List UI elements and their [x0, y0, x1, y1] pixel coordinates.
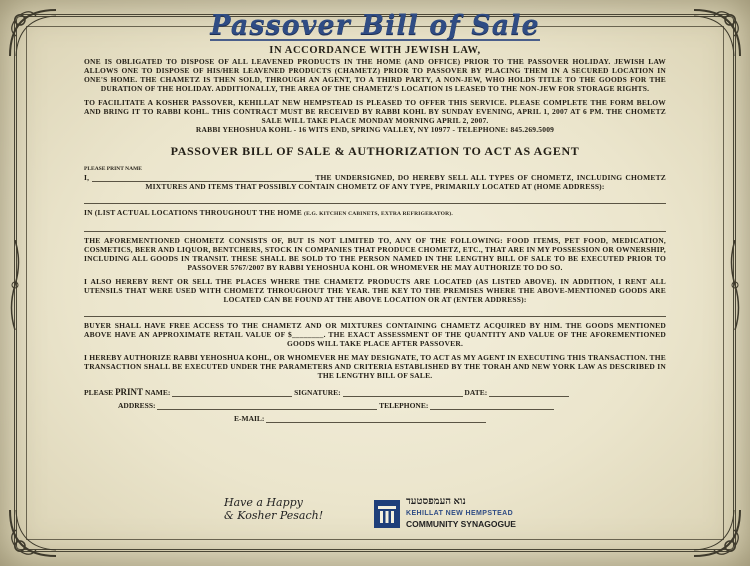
email-row: [84, 414, 666, 423]
intro-paragraph: ONE IS OBLIGATED TO DISPOSE OF ALL LEAVENED PRODUCTS IN THE HOME (AND OFFICE) PRIOR TO THE PASSOVER HOLIDAY. JEWISH LAW ALLOWS ONE TO DISPOSE OF HIS/HER LEAVENED PRODUCTS (CHAMETZ) PRIOR TO PASSOVER BY PLACING THEM IN A SECURED LOCATION IN ONE'S HOME. THE CHAMETZ IS THEN SOLD, THROUGH AN AGENT, TO A THIRD PARTY, A NON-JEW, WHO HOLDS TITLE TO THE GOODS FOR THE DURATION OF THE HOLIDAY. ADDITIONALLY, THE AREA OF THE CHAMETZ'S LOCATION IS LEASED TO THE NON-JEW FOR STORAGE RIGHTS.: [84, 57, 666, 93]
buyer-paragraph: BUYER SHALL HAVE FREE ACCESS TO THE CHAMETZ AND OR MIXTURES CONTAINING CHAMETZ ACQUIRED BY HIM. THE GOODS MENTIONED ABOVE HAVE AN APPROXIMATE RETAIL VALUE OF $________. THE EXACT ASSESSMENT OF THE QUANTITY AND VALUE OF THE AFOREMENTIONED GOODS WILL TAKE PLACE AFTER PASSOVER.: [84, 321, 666, 348]
greeting-line-2: & Kosher Pesach!: [224, 509, 324, 522]
facilitate-paragraph: TO FACILITATE A KOSHER PASSOVER, KEHILLAT NEW HEMPSTEAD IS PLEASED TO OFFER THIS SERVICE. PLEASE COMPLETE THE FORM BELOW AND BRING IT TO RABBI KOHL. THIS CONTRACT MUST BE RECEIVED BY RABBI KOHL BY SUNDAY EVENING, APRIL 1, 2007 AT 6 PM. THE CHOMETZ SALE WILL TAKE PLACE MONDAY MORNING APRIL 2, 2007.: [84, 98, 666, 125]
print-label: PRINT: [115, 387, 144, 397]
name-signature-row: [84, 387, 666, 397]
signature-input[interactable]: [343, 396, 463, 397]
side-scroll-ornament-icon: [728, 240, 742, 330]
aforementioned-paragraph: THE AFOREMENTIONED CHOMETZ CONSISTS OF, BUT IS NOT LIMITED TO, ANY OF THE FOLLOWING: FOOD ITEMS, PET FOOD, MEDICATION, COSMETICS, BEER AND LIQUOR, BENTCHERS, STOCK IN COMPANIES THAT PRODUCE CHOMETZ, ETC., THAT ARE IN MY POSSESSION OR OWNERSHIP, INCLUDING ALL GOODS IN TRANSIT. THESE SHALL BE SOLD TO THE PERSON NAMED IN THE LENGTHY BILL OF SALE TO BE EXECUTED PRIOR TO PASSOVER 5767/2007 BY RABBI YEHOSHUA KOHL OR WHOMEVER HE MAY AUTHORIZE TO DO SO.: [84, 236, 666, 272]
email-label: E-MAIL:: [234, 414, 265, 423]
document-body: [84, 8, 666, 427]
address-input[interactable]: [157, 409, 377, 410]
email-input[interactable]: [266, 422, 486, 423]
rent-paragraph: I ALSO HEREBY RENT OR SELL THE PLACES WHERE THE CHAMETZ PRODUCTS ARE LOCATED (AS LISTED ABOVE). IN ADDITION, I RENT ALL UTENSILS THAT WERE USED WITH CHOMETZ THROUGHOUT THE YEAR. THE KEY TO THE PREMISES WHERE THE ABOVE-MENTIONED GOODS ARE LOCATED CAN BE FOUND AT THE ABOVE LOCATION OR AT (ENTER ADDRESS):: [84, 277, 666, 304]
telephone-input[interactable]: [430, 409, 554, 410]
print-name-label: PLEASE PRINT NAME: [84, 166, 142, 172]
authorization-heading: PASSOVER BILL OF SALE & AUTHORIZATION TO ACT AS AGENT: [170, 144, 580, 158]
in-list-example: (E.G. KITCHEN CABINETS, EXTRA REFRIGERATOR).: [304, 211, 453, 217]
community-name: COMMUNITY SYNAGOGUE: [406, 519, 516, 529]
authorize-paragraph: I HEREBY AUTHORIZE RABBI YEHOSHUA KOHL, OR WHOMEVER HE MAY DESIGNATE, TO ACT AS MY AGENT IN EXECUTING THIS TRANSACTION. THE TRANSACTION SHALL BE EXECUTED UNDER THE PARAMETERS AND CRITERIA ESTABLISHED BY THE TORAH AND NEW YORK LAW AS DESCRIBED IN THE LENGTHY BILL OF SALE.: [84, 353, 666, 380]
contact-line: RABBI YEHOSHUA KOHL - 16 WITS END, SPRING VALLEY, NY 10977 - TELEPHONE: 845.269.5009: [195, 125, 555, 134]
corner-ornament-icon: [690, 506, 744, 560]
kehillat-name: KEHILLAT NEW HEMPSTEAD: [406, 510, 514, 517]
telephone-label: TELEPHONE:: [379, 401, 429, 410]
name-label: NAME:: [144, 388, 171, 397]
address-phone-row: [84, 401, 666, 410]
synagogue-logo-icon: [374, 500, 400, 528]
hebrew-name: נוא העמפסטעד: [406, 496, 466, 507]
side-scroll-ornament-icon: [8, 240, 22, 330]
address-label: ADDRESS:: [118, 401, 156, 410]
i-label: I,: [84, 173, 90, 182]
jewish-law-heading: IN ACCORDANCE WITH JEWISH LAW,: [269, 45, 481, 56]
home-address-line[interactable]: [84, 193, 666, 204]
corner-ornament-icon: [6, 506, 60, 560]
corner-ornament-icon: [6, 6, 60, 60]
greeting-line-1: Have a Happy: [224, 496, 303, 509]
locations-line: [84, 208, 666, 219]
date-label: DATE:: [464, 388, 488, 397]
page-title: Passover Bill of Sale: [210, 10, 540, 41]
footer: [224, 496, 524, 536]
in-list-text: IN (LIST ACTUAL LOCATIONS THROUGHOUT THE HOME: [84, 208, 302, 217]
undersigned-text: THE UNDERSIGNED, DO HEREBY SELL ALL TYPES OF CHOMETZ, INCLUDING CHOMETZ MIXTURES AND ITEMS THAT POSSIBLY CONTAIN CHOMETZ OF ANY TYPE, PRIMARILY LOCATED AT (HOME ADDRESS):: [145, 173, 666, 191]
signature-label: SIGNATURE:: [294, 388, 341, 397]
locations-input-line[interactable]: [84, 221, 666, 232]
key-address-line[interactable]: [84, 306, 666, 317]
corner-ornament-icon: [690, 6, 744, 60]
sale-paragraph: [84, 173, 666, 191]
date-input[interactable]: [489, 396, 569, 397]
print-name-input[interactable]: [172, 396, 292, 397]
please-label: PLEASE: [84, 388, 114, 397]
greeting: [224, 496, 323, 522]
